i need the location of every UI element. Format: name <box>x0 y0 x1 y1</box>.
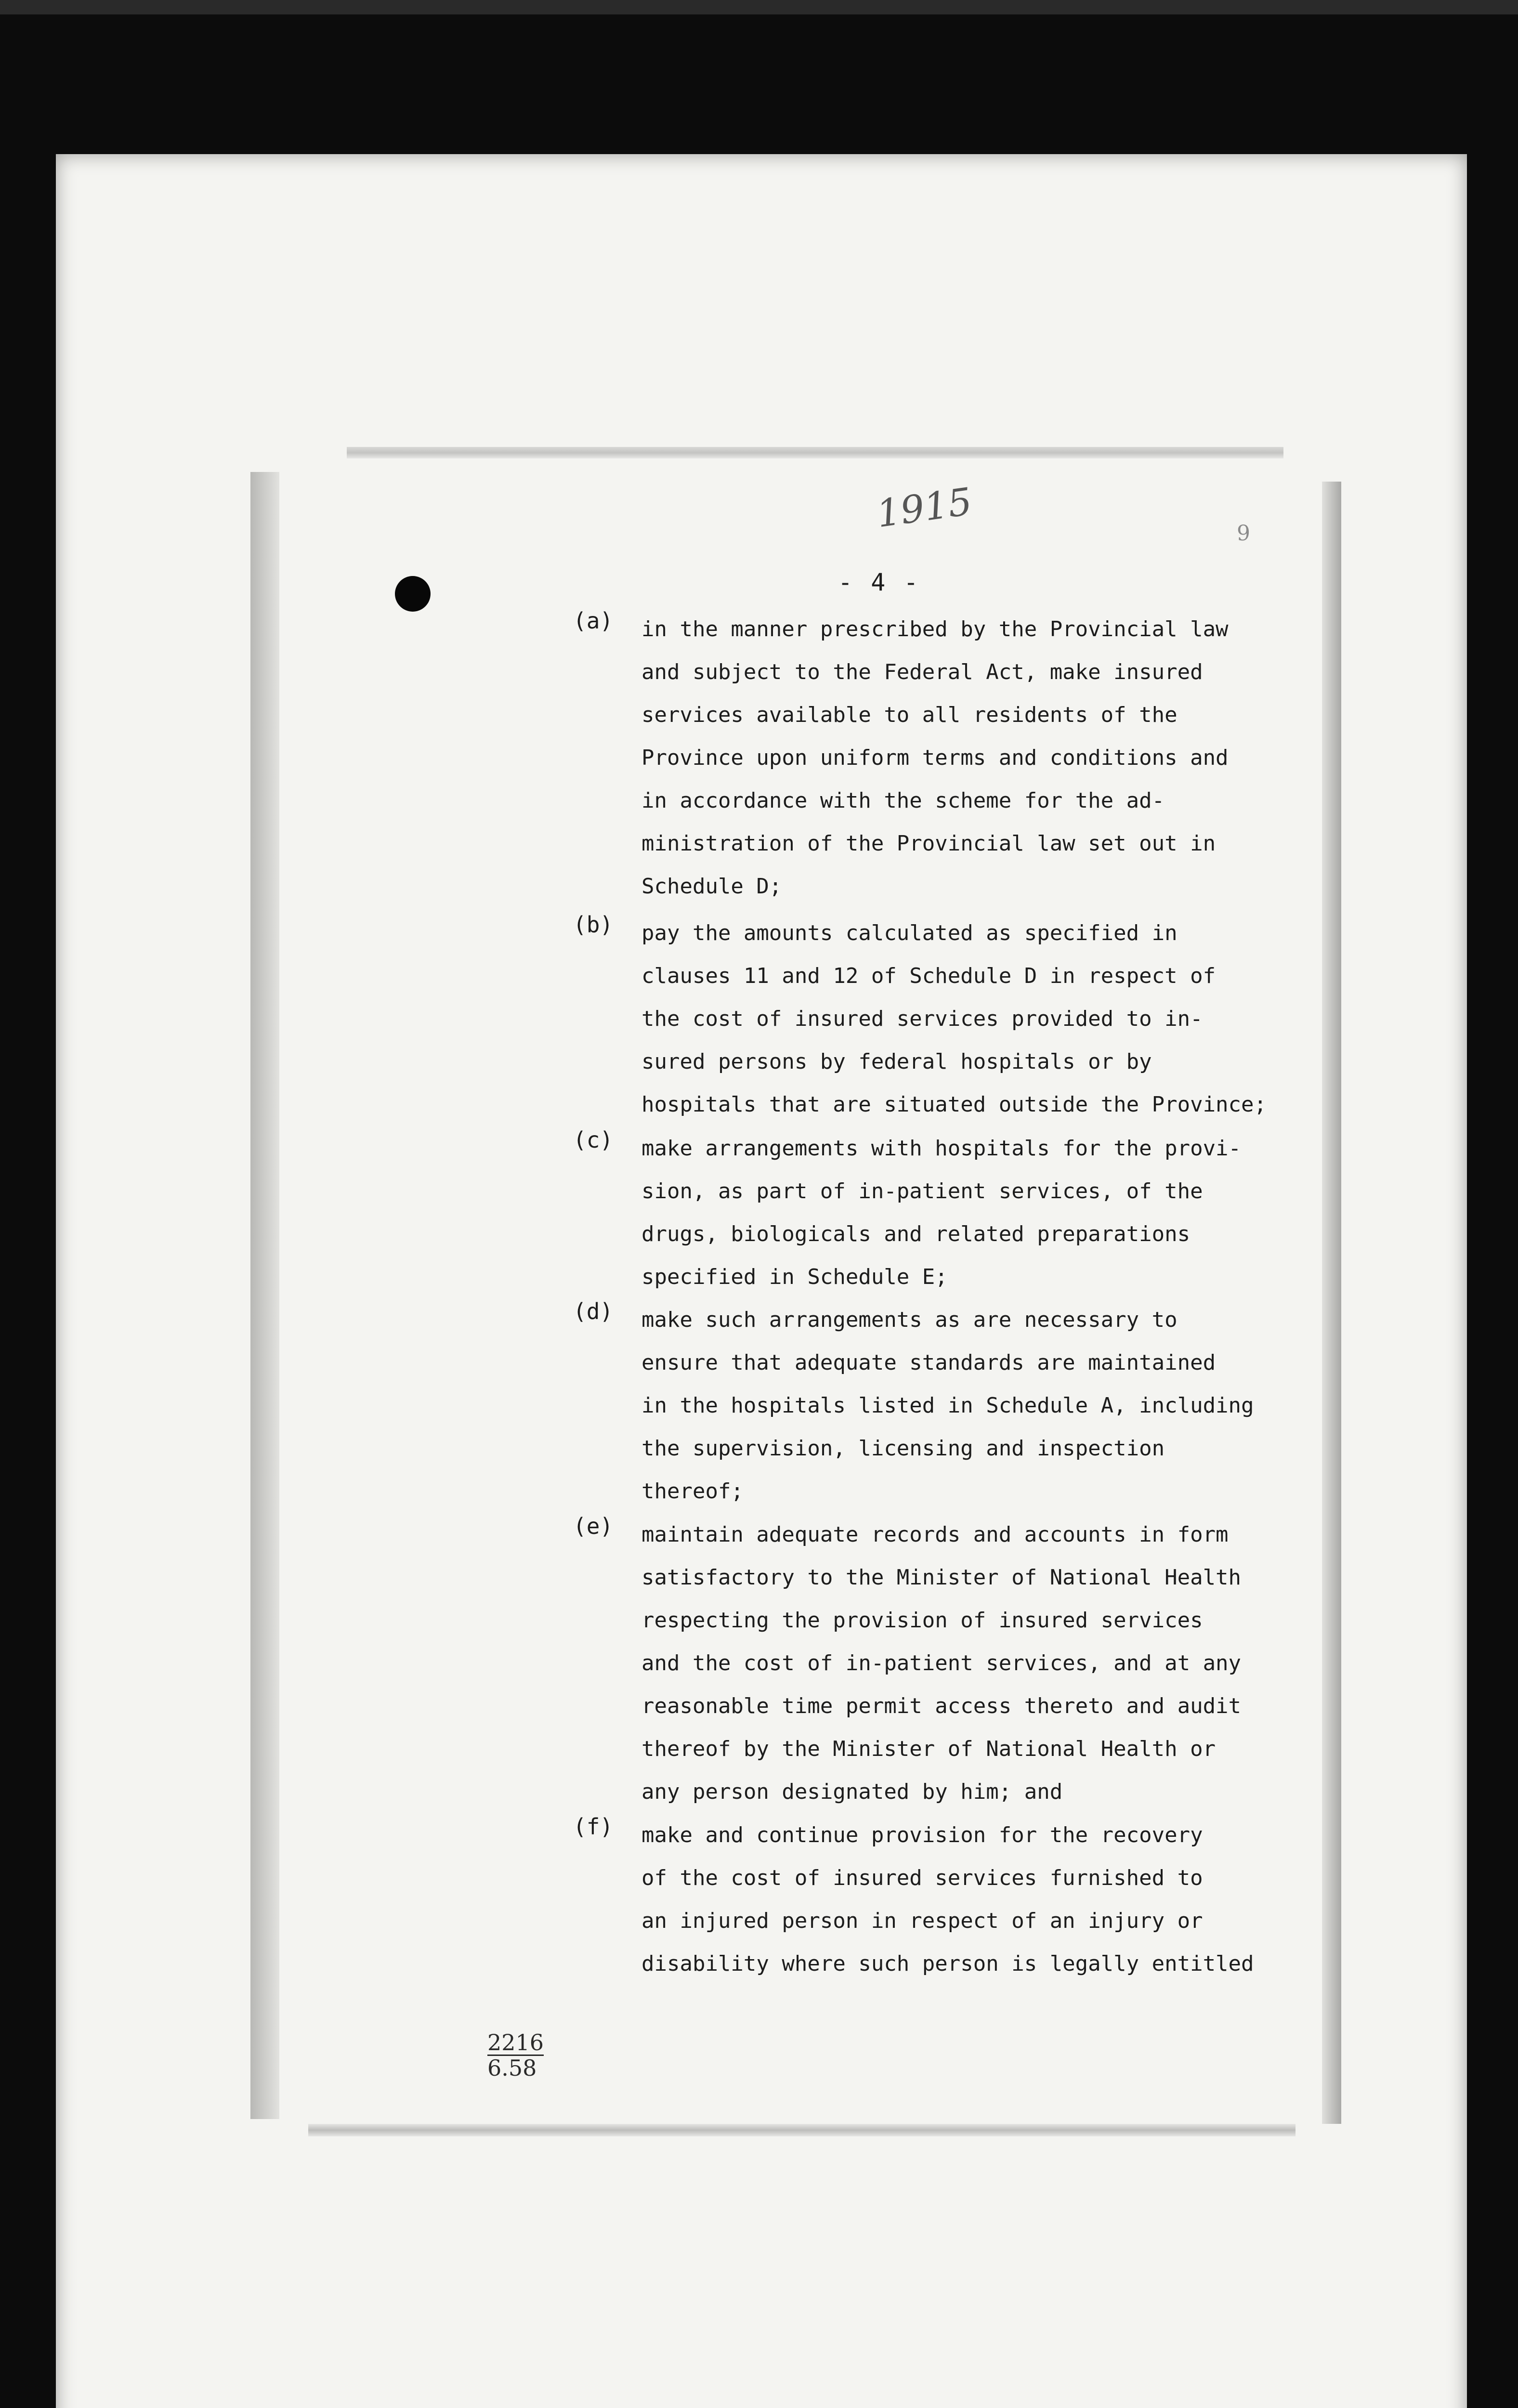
clause-text: in the manner prescribed by the Provincial law and subject to the Federal Act, make insured services available to all residents of the Province upon uniform terms and conditions and in accordance with the scheme for the ad- ministration of the Provincial law set out in Schedule D; <box>641 617 1229 899</box>
film-edge <box>0 0 1518 14</box>
page-edge-bottom <box>308 2124 1296 2136</box>
clause-text: make such arrangements as are necessary to ensure that adequate standards are maintained in the hospitals listed in Schedule A, including the supervision, licensing and inspection thereof; <box>641 1308 1254 1504</box>
clause-text: maintain adequate records and accounts in form satisfactory to the Minister of National Health respecting the provision of insured services and the cost of in-patient services, and at any reasonable time permit access thereto and audit thereof by the Minister of National Health or any person designated by him; and <box>641 1522 1242 1804</box>
clause-text: make arrangements with hospitals for the provi- sion, as part of in-patient services, of the drugs, biologicals and related preparations specified in Schedule E; <box>641 1136 1242 1289</box>
clause-text: pay the amounts calculated as specified in clauses 11 and 12 of Schedule D in respect of the cost of insured services provided to in- sured persons by federal hospitals or by hospitals that are situated outside the Province; <box>641 921 1267 1117</box>
clause-text: make and continue provision for the recovery of the cost of insured services furnished to an injured person in respect of an injury or disability where such person is legally entitled <box>641 1823 1254 1976</box>
corner-page-number: 9 <box>1237 521 1250 546</box>
clause-label: (c) <box>573 1127 614 1153</box>
clause-label: (b) <box>573 912 614 938</box>
clause-label: (a) <box>573 608 614 634</box>
form-code <box>487 2031 544 2079</box>
handwritten-margin-note: 1915 <box>874 480 975 537</box>
clause-label: (e) <box>573 1513 614 1539</box>
page-shadow-right <box>1322 482 1341 2124</box>
punch-hole <box>395 576 431 612</box>
page-number: - 4 - <box>838 568 920 596</box>
form-number: 2216 <box>487 2029 544 2055</box>
page-shadow-left <box>250 472 279 2119</box>
page-edge-top <box>347 447 1283 458</box>
clause-label: (d) <box>573 1298 614 1324</box>
form-date: 6.58 <box>487 2055 537 2081</box>
clause-label: (f) <box>573 1814 614 1840</box>
